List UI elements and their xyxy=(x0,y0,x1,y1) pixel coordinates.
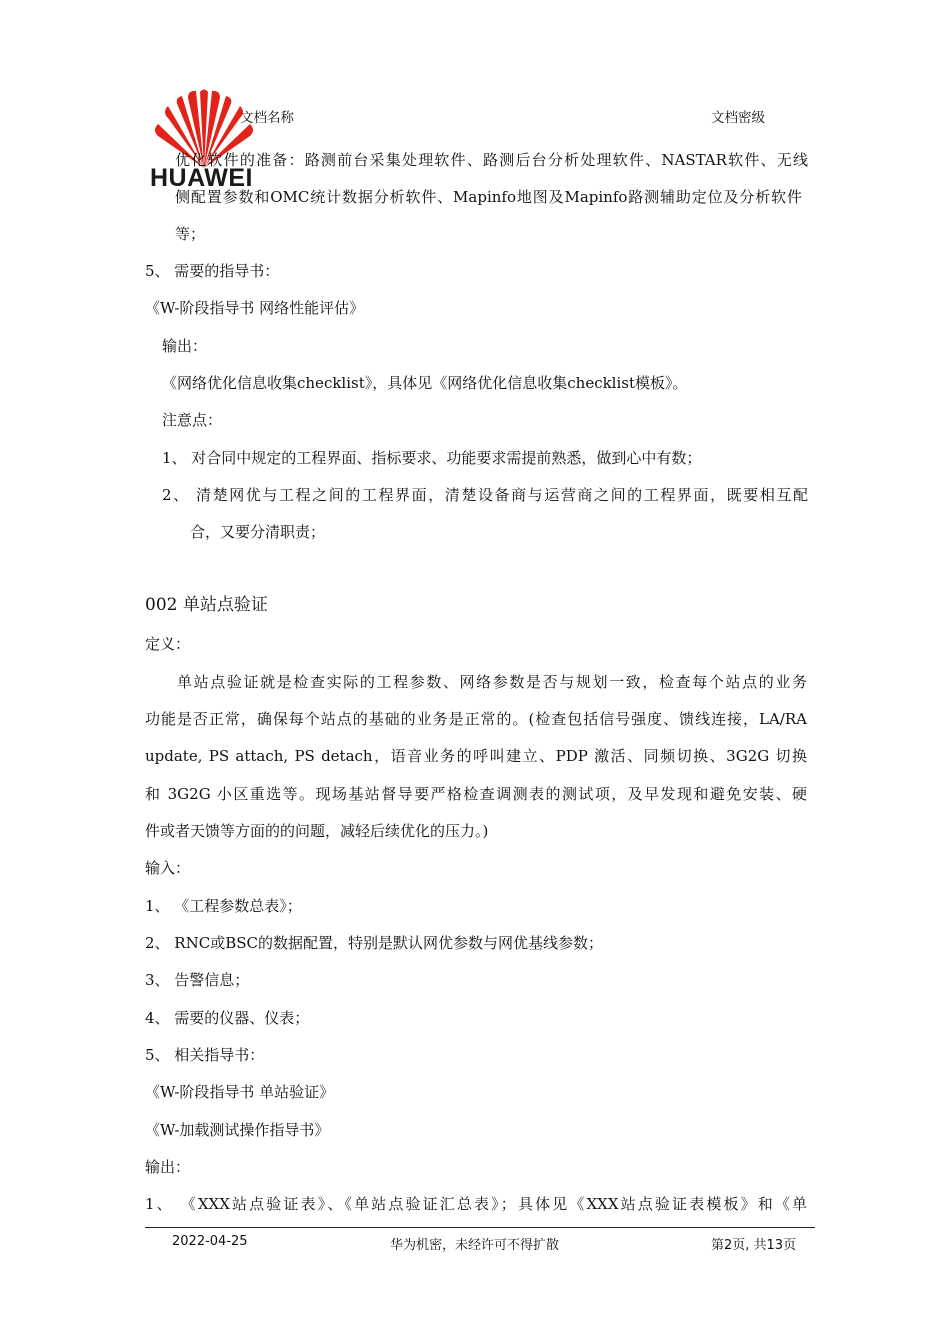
input-item-2: 2、 RNC或BSC的数据配置，特别是默认网优参数与网优基线参数； xyxy=(145,934,603,952)
definition-line-1: 单站点验证就是检查实际的工程参数、网络参数是否与规划一致，检查每个站点的业务 xyxy=(177,673,807,691)
definition-line-4: 和 3G2G 小区重选等。现场基站督导要严格检查调测表的测试项，及早发现和避免安装、硬 xyxy=(145,785,807,803)
definition-line-3: update, PS attach, PS detach，语音业务的呼叫建立、PDP 激活、同频切换、3G2G 切换 xyxy=(145,747,807,765)
note-2-line-2: 合，又要分清职责； xyxy=(190,523,326,541)
output-label-2: 输出： xyxy=(145,1158,191,1176)
input-label: 输入： xyxy=(145,859,191,877)
notes-label: 注意点： xyxy=(162,411,223,429)
input-item-3: 3、 告警信息； xyxy=(145,971,250,989)
output-text: 《网络优化信息收集checklist》，具体见《网络优化信息收集checklist模板》。 xyxy=(162,374,688,392)
definition-line-5: 件或者天馈等方面的的问题，减轻后续优化的压力。) xyxy=(145,822,489,840)
definition-line-2: 功能是否正常，确保每个站点的基础的业务是正常的。(检查包括信号强度、馈线连接，LA/RA xyxy=(145,710,807,728)
input-item-5: 5、 相关指导书： xyxy=(145,1046,265,1064)
input-item-4: 4、 需要的仪器、仪表； xyxy=(145,1009,310,1027)
guide-single-site: 《W-阶段指导书 单站验证》 xyxy=(145,1083,335,1101)
huawei-logo-text: HUAWEI xyxy=(150,164,253,192)
guide-network-eval: 《W-阶段指导书 网络性能评估》 xyxy=(145,299,365,317)
tools-line-2: 侧配置参数和OMC统计数据分析软件、Mapinfo地图及Mapinfo路测辅助定位及分析软件 xyxy=(175,188,802,206)
note-1: 1、 对合同中规定的工程界面、指标要求、功能要求需提前熟悉，做到心中有数； xyxy=(162,449,702,467)
tools-line-1: 优化软件的准备：路测前台采集处理软件、路测后台分析处理软件、NASTAR软件、无线 xyxy=(175,151,808,169)
tools-line-3: 等； xyxy=(175,225,206,243)
footer-date: 2022-04-25 xyxy=(172,1234,248,1249)
doc-name-label: 文档名称 xyxy=(240,110,294,126)
definition-label: 定义： xyxy=(145,635,191,653)
guide-load-test: 《W-加载测试操作指导书》 xyxy=(145,1121,330,1139)
input-item-1: 1、 《工程参数总表》； xyxy=(145,897,302,915)
doc-secrecy-label: 文档密级 xyxy=(711,110,765,126)
section-title: 002 单站点验证 xyxy=(145,595,268,615)
item5-guides: 5、 需要的指导书： xyxy=(145,262,280,280)
footer-divider xyxy=(145,1227,815,1228)
output-item-1: 1、 《XXX站点验证表》、《单站点验证汇总表》；具体见《XXX站点验证表模板》和《单 xyxy=(145,1195,807,1213)
footer-page-info: 第2页, 共13页 xyxy=(711,1238,797,1253)
footer-confidential: 华为机密，未经许可不得扩散 xyxy=(390,1238,560,1253)
output-label: 输出： xyxy=(162,337,208,355)
note-2-line-1: 2、 清楚网优与工程之间的工程界面，清楚设备商与运营商之间的工程界面，既要相互配 xyxy=(162,486,808,504)
